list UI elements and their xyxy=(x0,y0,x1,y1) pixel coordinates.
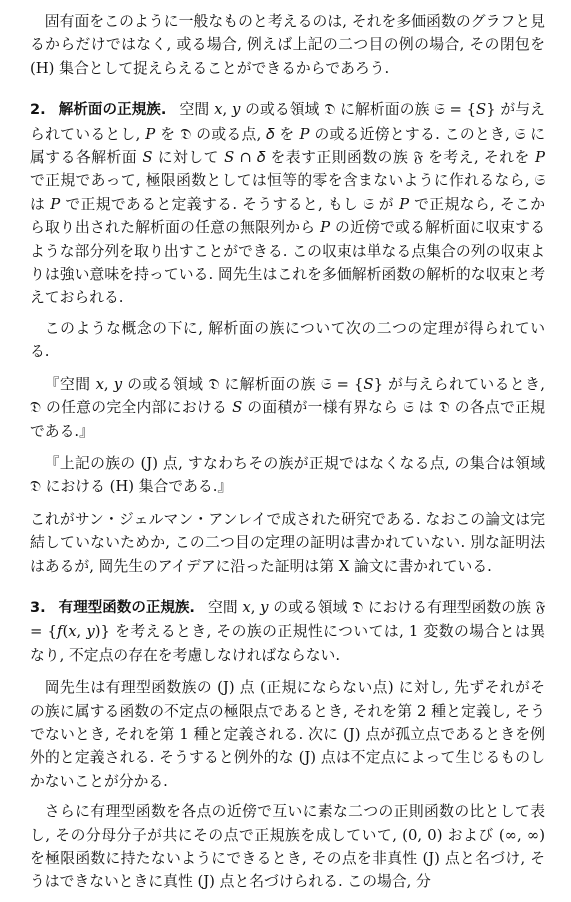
section-3-paragraph-1 xyxy=(30,596,545,667)
section-2-paragraph-1-text: 空間 𝑥, 𝑦 の或る領域 𝔇 に解析面の族 𝔖 = {𝑆} が与えられているとし, 𝑃 を 𝔇 の或る点, 𝛿 を 𝑃 の或る近傍とする. このとき, 𝔖 に属する各解析面 𝑆 に対して 𝑆 ∩ 𝛿 を表す正則函数の族 𝔉 を考え, それを 𝑃 で正規であって, 極限函数としては恒等的零を含まないように作れるなら, 𝔖 は 𝑃 で正規であると定義する. そうすると, もし 𝔖 が 𝑃 で正規なら, そこから取り出された解析面の任意の無限列から 𝑃 の近傍で或る解析面に収束するような部分列を取り出すことができる. この収束は単なる点集合の列の収束よりは強い意味を持っている. 岡先生はこれを多価解析函数の解析的な収束と考えておられる. xyxy=(30,101,545,307)
section-2-paragraph-3: これがサン・ジェルマン・アンレイで成された研究である. なおこの論文は完結していないためか, この二つ目の定理の証明は書かれていない. 別な証明法はあるが, 岡先生のアイデアに沿った証明は第 X 論文に書かれている. xyxy=(30,510,545,575)
section-3-number: 3. xyxy=(30,599,46,616)
section-3-paragraph-1-text: 空間 𝑥, 𝑦 の或る領域 𝔇 における有理型函数の族 𝔉 = {𝑓(𝑥, 𝑦)} を考えるとき, その族の正規性については, 1 変数の場合とは異なり, 不定点の存在を考慮しなければならない. xyxy=(30,598,545,664)
section-2-paragraph-2: このような概念の下に, 解析面の族について次の二つの定理が得られている. xyxy=(30,319,545,361)
theorem-1: 『空間 𝑥, 𝑦 の或る領域 𝔇 に解析面の族 𝔖 = {𝑆} が与えられているとき, 𝔇 の任意の完全内部における 𝑆 の面積が一様有界なら 𝔖 は 𝔇 の各点で正規である.』 xyxy=(30,375,545,440)
intro-paragraph: 固有面をこのように一般なものと考えるのは, それを多価函数のグラフと見るからだけではなく, 或る場合, 例えば上記の二つ目の例の場合, その閉包を (H) 集合として捉えらえることができるからであろう. xyxy=(30,13,545,77)
section-3-paragraph-3: さらに有理型函数を各点の近傍で互いに素な二つの正則函数の比として表し, その分母分子が共にその点で正規族を成していて, (0, 0) および (∞, ∞) を極限函数に持たないようにできるとき, その点を非真性 (J) 点と名づけ, そうはできないときに真性 (J) 点と名づけられる. この場合, 分 xyxy=(30,803,545,891)
section-3-title: 有理型函数の正規族. xyxy=(58,599,195,616)
theorem-2: 『上記の族の (J) 点, すなわちその族が正規ではなくなる点, の集合は領域 𝔇 における (H) 集合である.』 xyxy=(30,454,545,496)
section-2-number: 2. xyxy=(30,102,46,119)
section-2-paragraph-1 xyxy=(30,98,545,310)
section-3-paragraph-2: 岡先生は有理型函数族の (J) 点 (正規にならない点) に対し, 先ずそれがその族に属する函数の不定点の極限点であるとき, それを第 2 種と定義し, そうでないとき, それを第 1 種と定義される. 次に (J) 点が孤立点であるときを例外的と定義される. そうすると例外的な (J) 点は不定点によって生じるものしかないことが分かる. xyxy=(30,679,545,790)
section-2-title: 解析面の正規族. xyxy=(58,102,167,119)
